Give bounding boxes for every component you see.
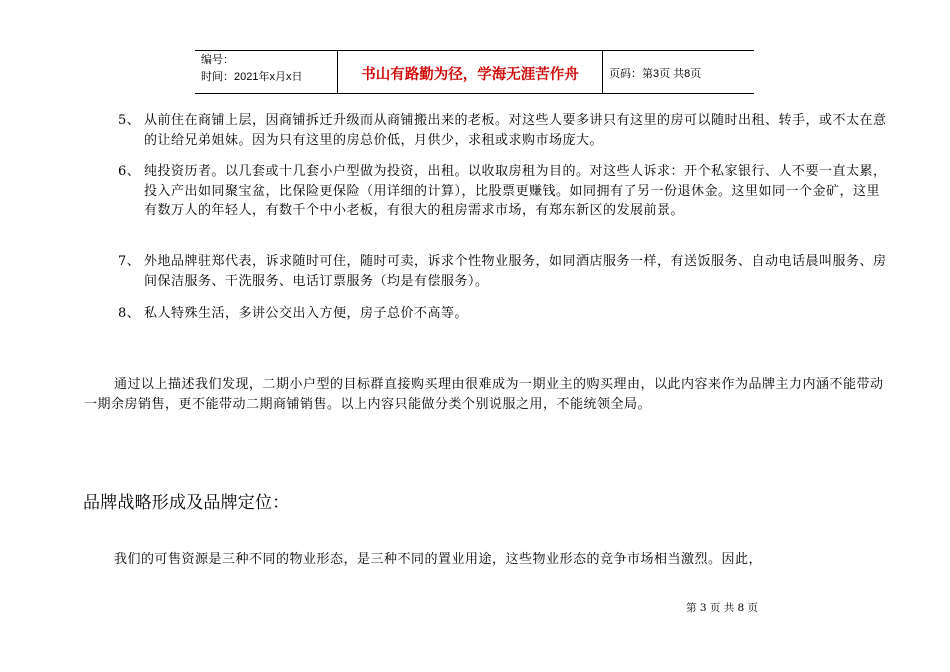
list-item [100,111,890,150]
header-motto: 书山有路勤为径，学海无涯苦作舟 [338,51,603,93]
page-footer: 第 3 页 共 8 页 [686,602,759,614]
list-item [100,304,890,324]
section-heading: 品牌战略形成及品牌定位： [83,493,290,513]
list-item [100,252,890,291]
header-page-number: 页码：第3页 共8页 [609,68,702,80]
list-item-text: 纯投资历者。以几套或十几套小户型做为投资，出租。以收取房租为目的。对这些人诉求：开个私家银行、人不要一直太累，投入产出如同聚宝盆，比保险更保险（用详细的计算），比股票更赚钱。如同拥有了另一份退休金。这里如同一个金矿，这里有数万人的年轻人，有数千个中小老板，有很大的租房需求市场，有郑东新区的发展前景。 [144,164,887,218]
list-item-number: 6、 [118,164,141,179]
header-meta [195,51,338,93]
list-item-number: 7、 [118,254,141,269]
list-item-number: 8、 [118,306,141,321]
list-item-number: 5、 [118,113,141,128]
page-header [195,50,754,94]
document-time-label: 时间：2021年x月x日 [201,71,303,83]
list-item [100,162,890,221]
list-item-text: 外地品牌驻郑代表，诉求随时可住，随时可卖，诉求个性物业服务，如同酒店服务一样，有送饭服务、自动电话晨叫服务、房间保洁服务、干洗服务、电话订票服务（均是有偿服务）。 [144,254,887,289]
body-paragraph: 我们的可售资源是三种不同的物业形态，是三种不同的置业用途，这些物业形态的竞争市场相当激烈。因此， [114,552,763,567]
document-number-label: 编号： [201,54,234,66]
list-item-text: 从前住在商铺上层，因商铺拆迁升级而从商铺搬出来的老板。对这些人要多讲只有这里的房可以随时出租、转手，或不太在意的让给兄弟姐妹。因为只有这里的房总价低，月供少，求租或求购市场庞大。 [144,113,887,148]
summary-paragraph: 通过以上描述我们发现，二期小户型的目标群直接购买理由很难成为一期业主的购买理由，以此内容来作为品牌主力内涵不能带动一期余房销售，更不能带动二期商铺销售。以上内容只能做分类个别说服之用，不能统领全局。 [84,377,884,412]
list-item-text: 私人特殊生活，多讲公交出入方便，房子总价不高等。 [144,306,469,321]
